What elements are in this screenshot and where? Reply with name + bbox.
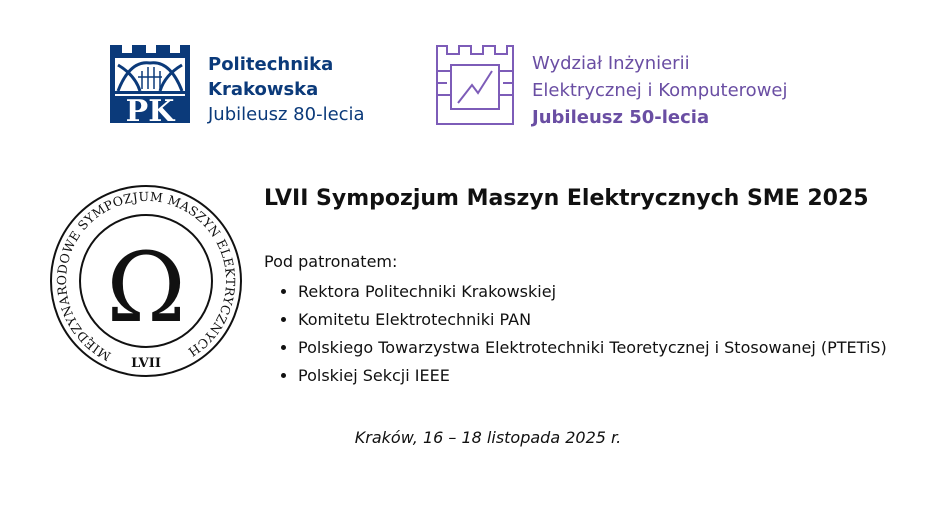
patron-item: • Komitetu Elektrotechniki PAN (298, 306, 887, 334)
svg-text:MIĘDZYNARODOWE SYMPOZJUM MASZY: MIĘDZYNARODOWE SYMPOZJUM MASZYN ELEKTRYCZNYCH (53, 188, 239, 365)
sme-seal-icon (48, 183, 244, 379)
pk-name-line1: Politechnika (208, 54, 334, 75)
patron-list (278, 278, 887, 390)
patron-item: • Polskiego Towarzystwa Elektrotechniki Teoretycznej i Stosowanej (PTETiS) (298, 334, 887, 362)
page-title: LVII Sympozjum Maszyn Elektrycznych SME 2025 (264, 186, 869, 211)
pk-jubilee: Jubileusz 80-lecia (208, 104, 365, 125)
weik-name-line2: Elektrycznej i Komputerowej (532, 80, 788, 101)
pk-monogram: PK (125, 94, 175, 123)
weik-logo-icon (436, 45, 514, 125)
event-date: Kraków, 16 – 18 listopada 2025 r. (354, 428, 622, 447)
svg-text:LVII: LVII (131, 356, 161, 371)
weik-logo-text (532, 50, 788, 131)
patron-item: • Rektora Politechniki Krakowskiej (298, 278, 887, 306)
pk-logo-text (208, 52, 365, 127)
weik-name-line1: Wydział Inżynierii (532, 53, 690, 74)
patronage-label: Pod patronatem: (264, 252, 398, 271)
pk-logo-icon (110, 45, 190, 123)
svg-text:Ω: Ω (106, 232, 186, 344)
weik-jubilee: Jubileusz 50-lecia (532, 107, 710, 128)
pk-name-line2: Krakowska (208, 79, 319, 100)
patron-item: • Polskiej Sekcji IEEE (298, 362, 887, 390)
